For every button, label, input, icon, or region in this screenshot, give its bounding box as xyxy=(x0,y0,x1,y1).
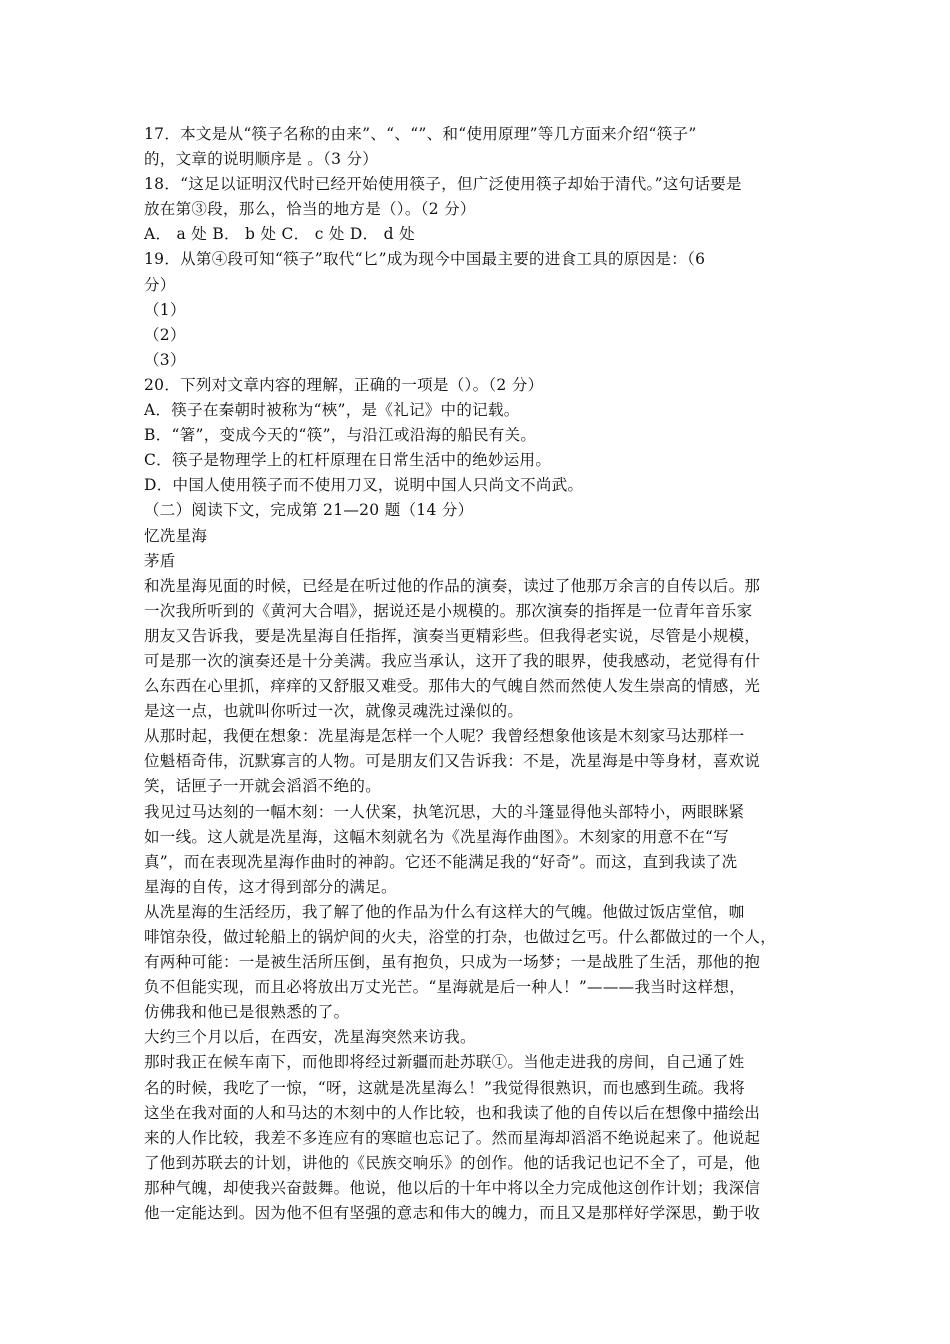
article-title: 忆冼星海 xyxy=(144,526,208,545)
text-line: （3） xyxy=(144,350,186,369)
text-line: 仿佛我和他已是很熟悉的了。 xyxy=(144,1003,350,1022)
text-line: 19．从第④段可知“筷子”取代“匕”成为现今中国最主要的进食工具的原因是：（6 xyxy=(144,250,706,269)
document-body xyxy=(144,122,824,1226)
text-line: 的，文章的说明顺序是 。（3 分） xyxy=(144,150,379,169)
text-line: 是这一点，也就叫你听过一次，就像灵魂洗过澡似的。 xyxy=(144,702,524,721)
text-line: （2） xyxy=(144,325,186,344)
text-line: 大约三个月以后，在西安，冼星海突然来访我。 xyxy=(144,1028,476,1047)
text-line: 来的人作比较，我差不多连应有的寒暄也忘记了。然而星海却滔滔不绝说起来了。他说起 xyxy=(144,1128,761,1147)
text-line: 我见过马达刻的一幅木刻：一人伏案，执笔沉思，大的斗篷显得他头部特小，两眼眯紧 xyxy=(144,802,745,821)
text-line: 负不但能实现，而且必将放出万丈光芒。“星海就是后一种人！”———我当时这样想， xyxy=(144,978,746,997)
text-line: （二）阅读下文，完成第 21—20 题（14 分） xyxy=(144,501,474,520)
text-line: 可是那一次的演奏还是十分美满。我应当承认，这开了我的眼界，使我感动，老觉得有什 xyxy=(144,651,761,670)
text-line: 星海的自传，这才得到部分的满足。 xyxy=(144,877,397,896)
text-line: 那时我正在候车南下，而他即将经过新疆而赴苏联①。当他走进我的房间，自己通了姓 xyxy=(144,1053,745,1072)
text-line: 18．“这足以证明汉代时已经开始使用筷子，但广泛使用筷子却始于清代。”这句话要是 xyxy=(144,175,742,194)
text-line: 了他到苏联去的计划，讲他的《民族交响乐》的创作。他的话我记也记不全了，可是，他 xyxy=(144,1153,761,1172)
text-line: 笑，话匣子一开就会滔滔不绝的。 xyxy=(144,777,382,796)
text-line: 名的时候，我吃了一惊，“呀，这就是冼星海么！”我觉得很熟识，而也感到生疏。我将 xyxy=(144,1078,746,1097)
text-line: 从那时起，我便在想象：冼星海是怎样一个人呢？我曾经想象他该是木刻家马达那样一 xyxy=(144,727,745,746)
text-line: 他一定能达到。因为他不但有坚强的意志和伟大的魄力，而且又是那样好学深思，勤于收 xyxy=(144,1204,761,1223)
text-line: 分） xyxy=(144,275,176,294)
text-line: 位魁梧奇伟，沉默寡言的人物。可是朋友们又告诉我：不是，冼星海是中等身材，喜欢说 xyxy=(144,752,761,771)
text-line: 有两种可能：一是被生活所压倒，虽有抱负，只成为一场梦；一是战胜了生活，那他的抱 xyxy=(144,953,761,972)
text-line: 和冼星海见面的时候，已经是在听过他的作品的演奏，读过了他那万余言的自传以后。那 xyxy=(144,576,761,595)
text-line: （1） xyxy=(144,300,186,319)
text-line: 一次我所听到的《黄河大合唱》，据说还是小规模的。那次演奏的指挥是一位青年音乐家 xyxy=(144,601,753,620)
text-line: 啡馆杂役，做过轮船上的锅炉间的火夫，浴堂的打杂，也做过乞丐。什么都做过的一个人， xyxy=(144,928,777,946)
article-author: 茅盾 xyxy=(144,551,176,570)
text-line: 么东西在心里抓，痒痒的又舒服又难受。那伟大的气魄自然而然使人发生崇高的情感，光 xyxy=(144,677,761,696)
text-line: 如一线。这人就是冼星海，这幅木刻就名为《冼星海作曲图》。木刻家的用意不在“写 xyxy=(144,827,730,846)
text-line: D．中国人使用筷子而不使用刀叉，说明中国人只尚文不尚武。 xyxy=(144,476,584,495)
text-line: 17．本文是从“筷子名称的由来”、“、“”、和“使用原理”等几方面来介绍“筷子” xyxy=(144,125,697,143)
text-line: B．“箸”，变成今天的“筷”，与沿江或沿海的船民有关。 xyxy=(144,426,537,445)
text-line: 放在第③段，那么，恰当的地方是（）。（2 分） xyxy=(144,200,476,219)
text-line: 20．下列对文章内容的理解，正确的一项是（）。（2 分） xyxy=(144,375,544,394)
text-line: 从冼星海的生活经历，我了解了他的作品为什么有这样大的气魄。他做过饭店堂倌，咖 xyxy=(144,902,745,921)
text-line: 这坐在我对面的人和马达的木刻中的人作比较，也和我读了他的自传以后在想像中描绘出 xyxy=(144,1103,761,1122)
text-line: 真”，而在表现冼星海作曲时的神韵。它还不能满足我的“好奇”。而这，直到我读了冼 xyxy=(144,852,738,871)
text-line: A．筷子在秦朝时被称为“梜”，是《礼记》中的记载。 xyxy=(144,401,520,420)
text-line: 朋友又告诉我，要是冼星海自任指挥，演奏当更精彩些。但我得老实说，尽管是小规模， xyxy=(144,626,761,645)
text-line: C．筷子是物理学上的杠杆原理在日常生活中的绝妙运用。 xyxy=(144,451,552,470)
text-line: 那种气魄，却使我兴奋鼓舞。他说，他以后的十年中将以全力完成他这创作计划；我深信 xyxy=(144,1178,761,1197)
text-line: A． a 处 B． b 处 C． c 处 D． d 处 xyxy=(144,225,415,244)
